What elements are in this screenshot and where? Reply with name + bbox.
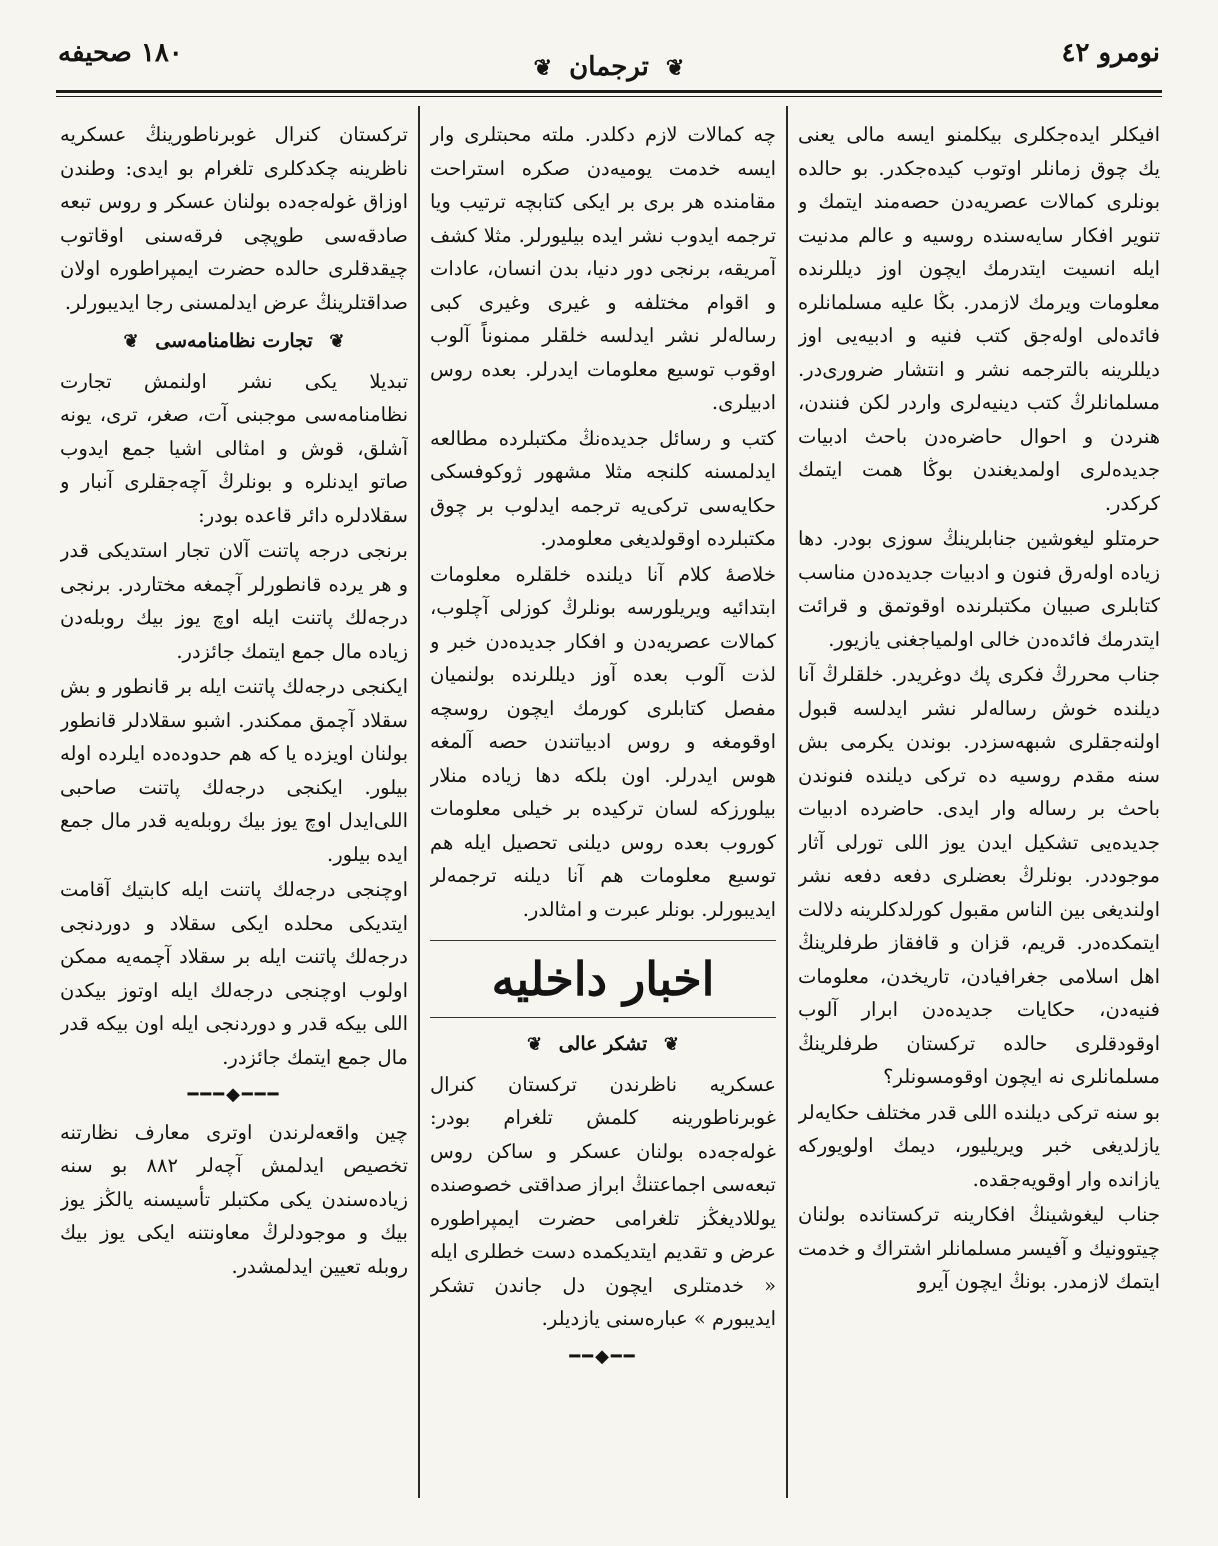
article-paragraph: حرمتلو ليغوشين جنابلرينڭ سوزى بودر. دها زياده اولەرق فنون و ادبيات جديده‌دن مناسب كتابلرى صبيان مكتبلرنده او‌قوتمق و قرائت ايتدرمك فائده‌دن خالى اولمياجغنى يازيور. xyxy=(798,527,1160,651)
issue-number-label: نومرو ٤٢ xyxy=(1061,38,1160,68)
article-paragraph: ايكنجى درجه‌لك پاتنت ايله بر قانطور و بش سقلاد آچمق ممكندر. اشبو سقلادلر قانطور بولنان اويزده يا كه هم حدوده‌ده ايلرده اوله بيلور. ايكنجى درجه‌لك پاتنت صاحبى اللى‌ايدل اوچ يوز بيك روبله‌يه قدر مال جمع ايده بيلور. xyxy=(60,675,408,866)
section-heading xyxy=(430,1028,776,1062)
article-paragraph: جناب ليغوشينڭ افكارينه تركستانده بولنان چيتوونيك و آفيسر مسلمانلر اشتراك و خدمت ايتمك لازمدر. بونڭ ايچون آيرو xyxy=(798,1203,1160,1293)
article-paragraph: كتب و رسائل جديده‌نڭ مكتبلرده مطالعه ايدلمسنه كلنجه مثلا مشهور ژوكوفسكى حكايه‌سى تركى‌يه ترجمه ايدلوب بر چوق مكتبلرده اوقولديغى معلومدر. xyxy=(430,426,776,550)
heading-ornament-icon: ❦ xyxy=(123,331,139,352)
section-heading-text: تشكر عالى xyxy=(558,1033,648,1055)
column-right xyxy=(798,118,1160,1498)
masthead-rule xyxy=(56,90,1162,93)
section-heading xyxy=(60,325,408,359)
section-banner: اخبار داخليه xyxy=(430,940,776,1018)
heading-ornament-icon: ❦ xyxy=(329,331,345,352)
article-paragraph: جناب محررڭ فكرى پك دوغريدر. خلقلرڭ آنا ديلنده خوش رساله‌لر نشر ايدلسه قبول اولنه‌جقلرى شبهه‌سزدر. بوندن يكرمى بش سنه مقدم روسيه ده تركى ديلنده فنوندن باحث بر رساله وار ايدى. حاضرده ادبيات جديده‌يى تشكيل ايدن يوز اللى تورلى آثار موجوددر. بونلرڭ بعضلرى دفعه دفعه نشر اولنديغى بين الناس مقبول كورلدكلرينه دلالت ايتمكده‌در. قريم، قزان و قافقاز طرفلرينڭ اهل اسلامى جغرافيادن، تاريخدن، معلومات فنيه‌دن، حكايات جديده‌دن ابرار آلوب اوقودقلرى حالده تركستان طرفلرينڭ مسلمانلرى نه ايچون اوقومسونلر؟ xyxy=(798,663,1160,1088)
article-paragraph: افيكلر ايده‌جكلرى بيكلمنو ايسه مالى يعنى يك چوق زمانلر اوتوب كيده‌جكدر. بو حالده بونلرى كمالات عصريه‌دن حصه‌مند ايتمك و تنوير افكار سايه‌سنده روسيه و عالم مدنيت ايله انسيت ايتدرمك ايچون اوز ديللرنده معلومات ويرمك لازمدر. بڭا عليه مسلمانلره فائده‌لى اوله‌جق كتب فنيه و ادبيه‌يى اوز ديللرينه بالترجمه نشر و انتشار ضرورى‌در. مسلمانلرڭ كتب دينيه‌لرى واردر لكن فنندن، هنردن و احوال حاضره‌دن باحث ادبيات جديده‌لرى اولمديغندن بوڭا همت ايتمك كركدر. xyxy=(798,123,1160,515)
column-middle xyxy=(430,118,776,1498)
article-paragraph: خلاصهٔ كلام آنا ديلنده خلقلره معلومات ابتدائيه ويريلورسه بونلرڭ كوزلى آچلوب، كمالات عصريه‌دن و افكار جديده‌دن خبر و لذت آلوب بعده آوز ديللرنده بولنميان مفصل كتابلرى كورمك ايچون روسچه اوقومغه و روس ادبياتندن حصه آلمغه هوس ايدرلر. اون بلكه دها زياده منلار بيلورزكه لسان تركيده بر خيلى معلومات كوروب بعده روس ديلنى تحصيل ايله هم توسيع معلومات هم آنا ديلنه ترجمه‌لر ايديبورلر. بونلر عبرت و امثالدر. xyxy=(430,562,776,921)
title-ornament-icon: ❦ xyxy=(533,55,553,81)
article-paragraph: چه كمالات لازم دكلدر. ملته محبتلرى وار ايسه خدمت يوميه‌دن صكره استراحت مقامنده هر برى بر ايكى كتابچه ترتيب ويا ترجمه ايدوب نشر ايده بيليورلر. مثلا كشف آمريقه، برنجى دور دنيا، بدن انسان، عادات و اقوام مختلفه و غيرى وغيرى كبى رساله‌لر نشر ايدلسه خلقلر ممنوناً آلوب اوقوب توسيع معلومات ايدرلر. بعده روس ادبيلرى. xyxy=(430,123,776,414)
column-left xyxy=(60,118,408,1498)
masthead-rule-thin xyxy=(56,96,1162,97)
article-paragraph: برنجى درجه پاتنت آلان تجار استديكى قدر و هر يرده قانطورلر آچمغه مختاردر. برنجى درجه‌لك پاتنت ايله اوچ يوز بيك روبله‌دن زياده مال جمع ايتمك جائزدر. xyxy=(60,539,408,663)
title-text: ترجمان xyxy=(569,52,649,82)
column-divider xyxy=(786,106,788,1498)
section-divider: ━━━◆━━━ xyxy=(187,1084,281,1105)
title-ornament-icon: ❦ xyxy=(665,55,685,81)
newspaper-title xyxy=(58,52,1160,82)
masthead xyxy=(58,34,1160,94)
article-paragraph: عسكريه ناظرندن تركستان كنرال غوبرناطورينه كلمش تلغرام بودر: غوله‌جه‌ده بولنان عسكر و ساكن روس تبعه‌سى اجماعتنڭ ابراز صداقتى خصوصنده يوللاديغڭز تلغرامى حضرت ايمپراطوره عرض و تقديم ايتديكمده دست خطلرى ايله « خدمتلرى ايچون دل جاندن تشكر ايديبورم » عبارەسنى يازديلر. xyxy=(430,1072,776,1330)
article-paragraph: اوچنجى درجه‌لك پاتنت ايله كابتيك آقا‌مت ايتديكى محلده ايكى سقلاد و دوردنجى درجه‌لك پاتنت ايله بر سقلاد آچمه‌يه ممكن اولوب اوچنجى درجه‌لك ايله اوتوز بيكدن اللى بيكه قدر و دوردنجى ايله اون بيكه قدر مال جمع ايتمك جائزدر. xyxy=(60,878,408,1069)
section-divider: ━━◆━━ xyxy=(569,1345,637,1367)
article-paragraph: بو سنه تركى ديلنده اللى قدر مختلف حكايه‌لر يازلديغى خبر ويريليور، ديمك اولويوركه يازانده وار اوقويه‌جقده. xyxy=(798,1100,1160,1191)
heading-ornament-icon: ❦ xyxy=(526,1034,543,1055)
heading-ornament-icon: ❦ xyxy=(663,1034,680,1055)
section-heading-text: تجارت نظامنامه‌سى xyxy=(155,330,313,352)
article-paragraph: چين واقعه‌لرندن اوترى معارف نظارتنه تخصيص ايدلمش آچه‌لر ٨٨٢ بو سنه زياده‌سندن يكى مكتبلر تأسيسنه يالڭز يوز بيك و موجودلرڭ معاونتنه ايكى يوز بيك روبله تعيين ايدلمشدر. xyxy=(60,1120,408,1278)
page-number-label: ١٨٠ صحيفه xyxy=(58,38,183,68)
article-paragraph: تبديلا يكى نشر اولنمش تجارت نظامنامه‌سى موجبنى آت، صغر، ترى، يونه آشلق، قوش و امثالى اشيا جمع ايدوب صاتو ايدنلره و بونلرڭ آچه‌جقلرى آنبار و سقلادلره دائر قاعده بودر: xyxy=(60,369,408,527)
column-divider xyxy=(418,106,420,1498)
article-paragraph: تركستان كنرال غوبرناطورينڭ عسكريه ناظرينه چكدكلرى تلغرام بو ايدى: وطندن اوزاق غوله‌جه‌ده بولنان عسكر و روس تبعه صادقه‌سى طوپچى فرقه‌سنى اوقاتوب چيقدقلرى حالده حضرت ايمپراطوره اولان صداقتلرينڭ عرض ايدلمسنى رجا ايديبورلر. xyxy=(60,123,408,314)
